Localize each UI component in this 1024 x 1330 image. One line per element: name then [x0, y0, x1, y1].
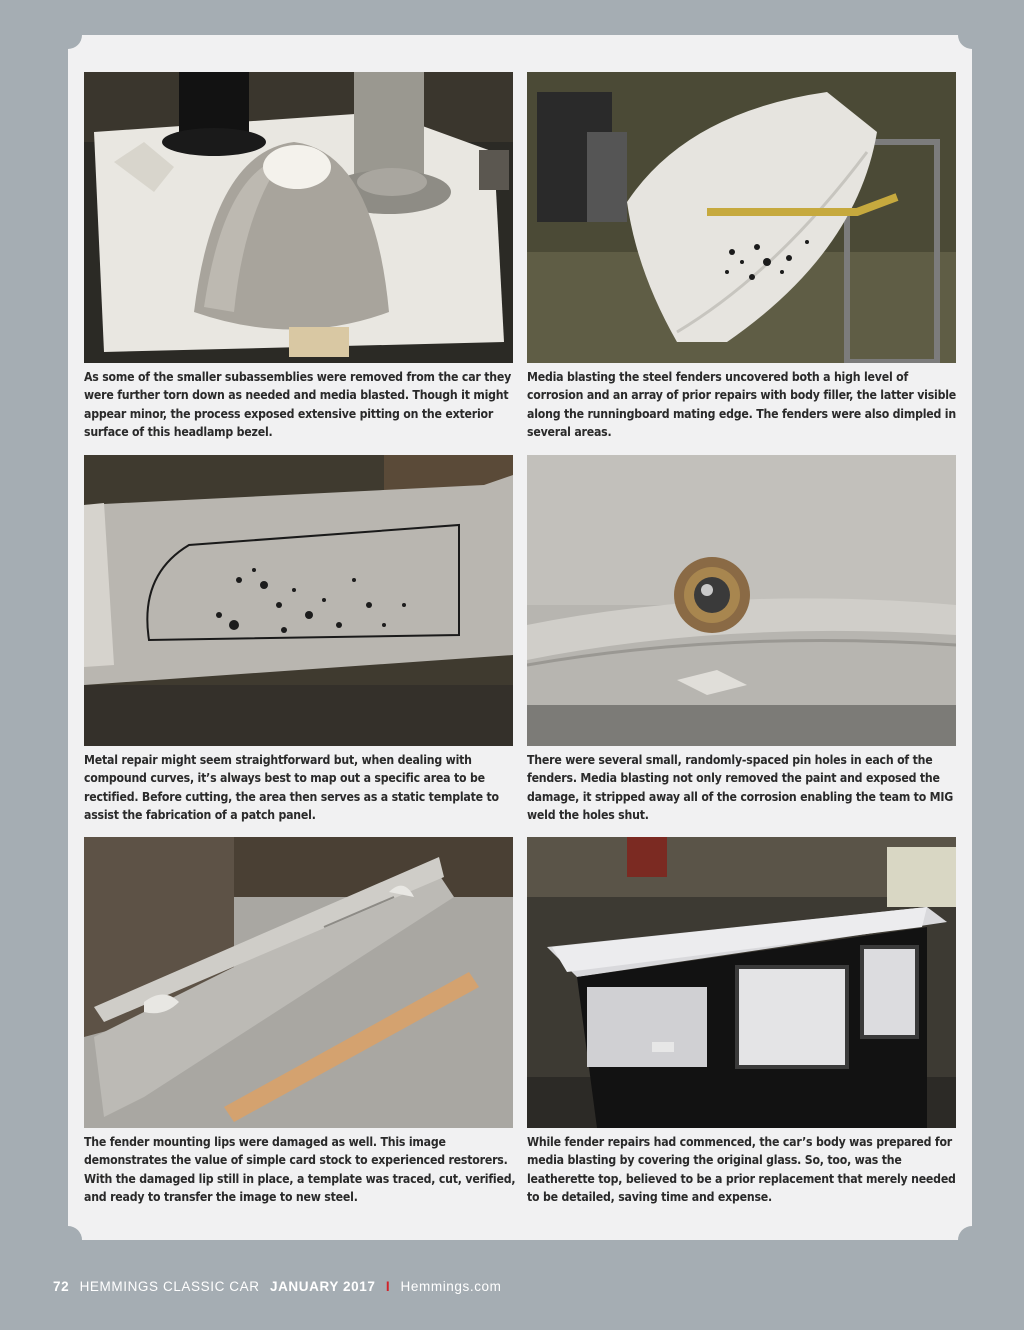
footer-separator: I: [385, 1279, 391, 1294]
photo-car-body: [527, 837, 956, 1128]
corner-notch: [958, 1226, 986, 1254]
page-footer: [53, 1279, 502, 1294]
caption-6: While fender repairs had commenced, the car’s body was prepared for media blasting by covering the original glass. So, too, was the leatherette top, believed to be a prior replacement that merely needed to be detailed, saving time and expense.: [527, 1135, 956, 1204]
photo-patch-template: [84, 455, 513, 746]
content-panel: [68, 35, 972, 1240]
photo-pin-hole: [527, 455, 956, 746]
caption-3: Metal repair might seem straightforward but, when dealing with compound curves, it’s always best to map out a specific area to be rectified. Before cutting, the area then serves as a static template to assist the fabrication of a patch panel.: [84, 753, 499, 822]
website-link[interactable]: Hemmings.com: [400, 1279, 502, 1294]
caption-5: The fender mounting lips were damaged as well. This image demonstrates the value of simple card stock to experienced restorers. With the damaged lip still in place, a template was traced, cut, verified, and ready to transfer the image to new steel.: [84, 1135, 516, 1204]
corner-notch: [958, 21, 986, 49]
issue-date: JANUARY 2017: [269, 1279, 376, 1294]
caption-1: As some of the smaller subassemblies were removed from the car they were further torn down as needed and media blasted. Though it might appear minor, the process exposed extensive pitting on the exterior surface of this headlamp bezel.: [84, 370, 512, 439]
photo-headlamp-bezel: [84, 72, 513, 363]
photo-blasted-fender: [527, 72, 956, 363]
page-number: 72: [53, 1279, 70, 1294]
photo-card-template: [84, 837, 513, 1128]
corner-notch: [54, 21, 82, 49]
caption-4: There were several small, randomly-spaced pin holes in each of the fenders. Media blasting not only removed the paint and exposed the damage, it stripped away all of the corrosion enabling the team to MIG weld the holes shut.: [527, 753, 954, 822]
corner-notch: [54, 1226, 82, 1254]
magazine-name: HEMMINGS CLASSIC CAR: [79, 1279, 260, 1294]
caption-2: Media blasting the steel fenders uncovered both a high level of corrosion and an array of prior repairs with body filler, the latter visible along the runningboard mating edge. The fenders were also dimpled in several areas.: [527, 370, 957, 439]
